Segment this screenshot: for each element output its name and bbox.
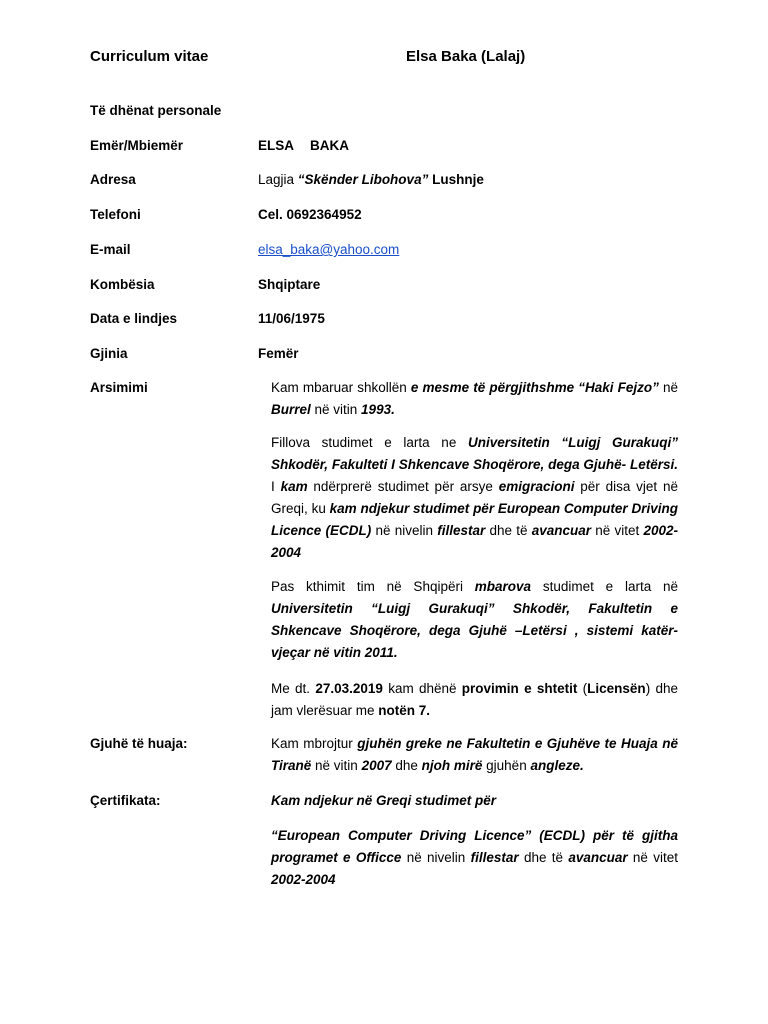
education-label: Arsimimi	[90, 380, 148, 395]
text-run: Me dt.	[271, 681, 316, 696]
gender-value: Femër	[258, 346, 299, 361]
education-paragraph-2	[271, 432, 678, 564]
address-street: “Skënder Libohova”	[297, 172, 429, 187]
nationality-label: Kombësia	[90, 277, 155, 292]
text-run: dhe	[391, 758, 422, 773]
text-run: 2002-2004	[271, 872, 336, 887]
email-value	[258, 242, 399, 257]
text-run: ) dhe jam vlerësuar me	[271, 681, 678, 718]
birthdate-label: Data e lindjes	[90, 311, 178, 326]
certificates-paragraph-2	[271, 825, 678, 891]
text-run: në vitet	[591, 523, 644, 538]
name-value	[258, 138, 349, 153]
text-run: kam dhënë	[382, 681, 462, 696]
text-run: në	[658, 380, 678, 395]
email-label: E-mail	[90, 242, 131, 257]
education-paragraph-1	[271, 377, 678, 421]
name-label: Emër/Mbiemër	[90, 138, 184, 153]
address-prefix: Lagjia	[258, 172, 298, 187]
education-paragraph-4	[271, 678, 678, 722]
text-run: fillestar	[437, 523, 486, 538]
text-run: 27.03.2019	[315, 681, 383, 696]
text-run: në nivelin	[371, 523, 438, 538]
text-run: në vitin	[311, 758, 362, 773]
first-name: ELSA	[258, 138, 295, 153]
text-run: 2007	[361, 758, 392, 773]
address-label: Adresa	[90, 172, 136, 187]
education-paragraph-3	[271, 576, 678, 664]
text-run: në vitet	[627, 850, 679, 865]
text-run: dhe të	[518, 850, 569, 865]
last-name: BAKA	[310, 138, 350, 153]
text-run: Universitetin “Luigj Gurakuqi” Shkodër, Fakulteti I Shkencave Shoqërore, dega Gjuhë- Letërsi.	[271, 435, 678, 472]
text-run: avancuar	[531, 523, 592, 538]
text-run: Fillova studimet e larta ne	[271, 435, 468, 450]
text-run: Licensën	[587, 681, 646, 696]
text-run: gjuhën greke ne Fakultetin e Gjuhëve te Huaja në Tiranë	[271, 736, 678, 773]
text-run: provimin e shtetit	[461, 681, 578, 696]
text-run: Kam mbaruar shkollën	[271, 380, 411, 395]
document-type-title: Curriculum vitae	[90, 48, 209, 65]
text-run: Kam ndjekur në Greqi studimet për	[271, 793, 497, 808]
text-run: 1993.	[361, 402, 395, 417]
birthdate-value: 11/06/1975	[258, 311, 325, 326]
languages-label: Gjuhë të huaja:	[90, 736, 188, 751]
text-run: në vitin	[310, 402, 362, 417]
text-run: angleze.	[530, 758, 584, 773]
certificates-label: Çertifikata:	[90, 793, 161, 808]
text-run: ndërprerë studimet për arsye	[307, 479, 499, 494]
email-link[interactable]: elsa_baka@yahoo.com	[258, 242, 400, 257]
phone-label: Telefoni	[90, 207, 141, 222]
text-run: për disa vjet në Greqi, ku	[271, 479, 678, 516]
text-run: Kam mbrojtur	[271, 736, 358, 751]
text-run: notën 7.	[378, 703, 431, 718]
text-run: fillestar	[470, 850, 519, 865]
text-run: “European Computer Driving Licence” (ECDL) për të gjitha programet e Officce	[271, 828, 678, 865]
text-run: në nivelin	[401, 850, 471, 865]
document-header	[90, 48, 680, 72]
address-city: Lushnje	[428, 172, 484, 187]
text-run: kam ndjekur studimet për European Computer Driving Licence (ECDL)	[271, 501, 678, 538]
gender-label: Gjinia	[90, 346, 128, 361]
text-run: mbarova	[474, 579, 532, 594]
text-run: Universitetin “Luigj Gurakuqi” Shkodër, Fakultetin e Shkencave Shoqërore, dega Gjuhë –Letërsi , sistemi katër- vjeçar në vitin 2011.	[271, 601, 678, 660]
text-run: Burrel	[271, 402, 311, 417]
address-value	[258, 172, 484, 187]
text-run: I	[271, 479, 281, 494]
nationality-value: Shqiptare	[258, 277, 321, 292]
text-run: Pas kthimit tim në Shqipëri	[271, 579, 475, 594]
text-run: 2002-2004	[271, 523, 678, 560]
text-run: emigracioni	[498, 479, 575, 494]
document-owner-name: Elsa Baka (Lalaj)	[406, 48, 526, 65]
certificates-paragraph-1	[271, 790, 678, 812]
languages-paragraph	[271, 733, 678, 777]
phone-value: Cel. 0692364952	[258, 207, 362, 222]
text-run: njoh mirë	[421, 758, 483, 773]
section-title-personal-data: Të dhënat personale	[90, 103, 222, 118]
text-run: e mesme të përgjithshme “Haki Fejzo”	[410, 380, 659, 395]
text-run: gjuhën	[482, 758, 531, 773]
text-run: avancuar	[568, 850, 628, 865]
text-run: dhe të	[485, 523, 532, 538]
text-run: (	[577, 681, 588, 696]
text-run: studimet e larta në	[531, 579, 679, 594]
text-run: kam	[280, 479, 308, 494]
